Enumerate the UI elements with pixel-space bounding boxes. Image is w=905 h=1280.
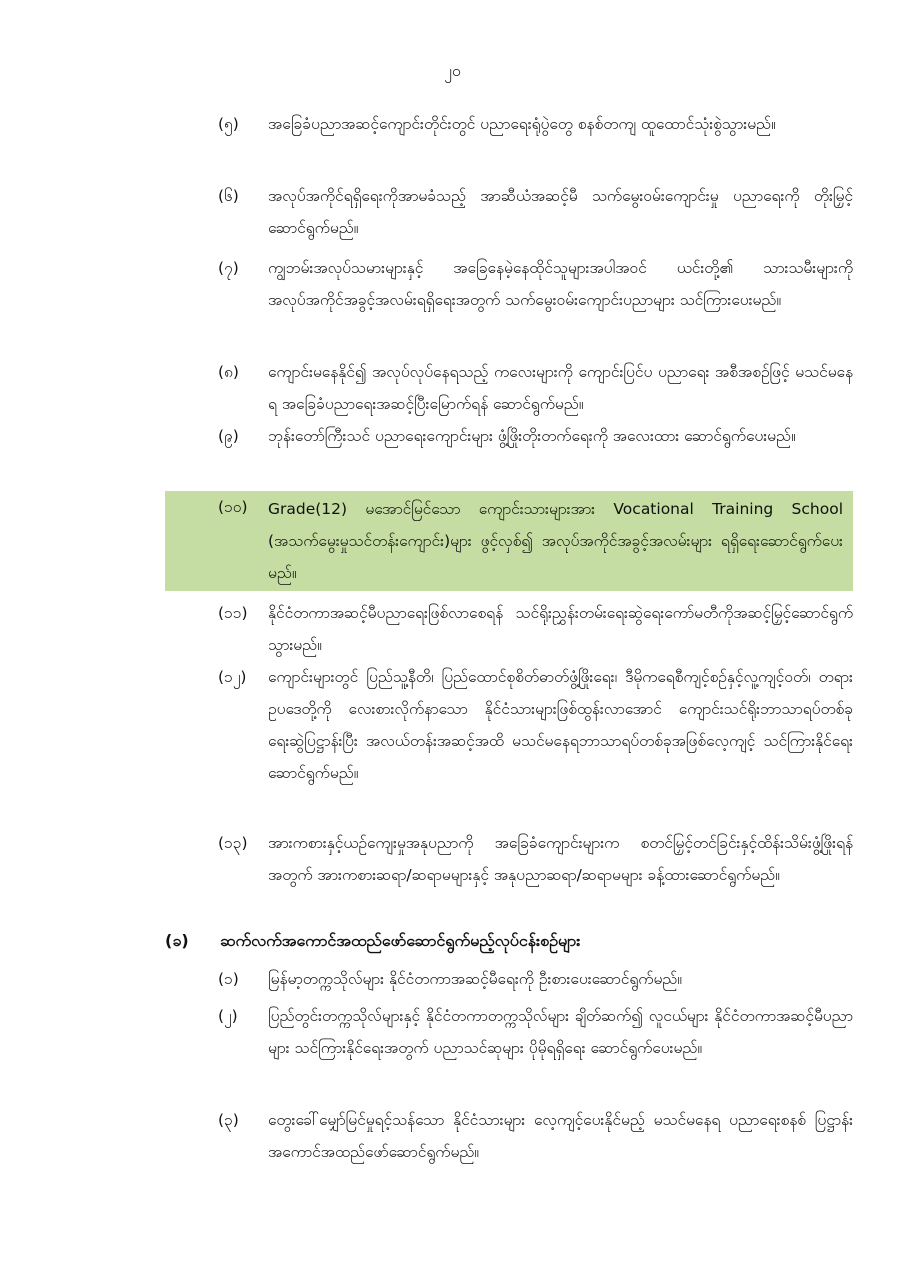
list-item xyxy=(0,827,905,891)
list-item xyxy=(0,356,905,420)
section-heading xyxy=(0,925,905,957)
item-number: (၂) xyxy=(218,1007,238,1025)
item-number: (၅) xyxy=(218,115,239,133)
item-number: (၁၃) xyxy=(218,834,248,852)
item-number: (၁၀) xyxy=(218,498,248,516)
item-text: နိုင်ငံတကာအဆင့်မီပညာရေးဖြစ်လာစေရန် သင်ရိုးညွှန်းတမ်းရေးဆွဲရေးကော်မတီကိုအဆင့်မြှင့်ဆောင်ရွက်သွားမည်။ xyxy=(268,604,853,654)
item-text: အခြေခံပညာအဆင့်ကျောင်းတိုင်းတွင် ပညာရေးရုံပွဲတွေ စနစ်တကျ ထူထောင်သုံးစွဲသွားမည်။ xyxy=(268,115,776,133)
list-item xyxy=(0,252,905,316)
list-item xyxy=(0,180,905,244)
section-number: (ခ) xyxy=(165,931,189,950)
item-text: Grade(12) မအောင်မြင်သော ကျောင်းသားများအား Vocational Training School (အသက်မွေးမှုသင်တန်းကျောင်း)များ ဖွင့်လှစ်၍ အလုပ်အကိုင်အခွင့်အလမ်းများ ရရှိရေးဆောင်ရွက်ပေးမည်။ xyxy=(268,500,843,582)
item-text: ကျွဘမ်းအလုပ်သမားများနှင့် အခြေနေမဲ့နေထိုင်သူများအပါအဝင် ယင်းတို့၏ သားသမီးများကို အလုပ်အကိုင်အခွင့်အလမ်းရရှိရေးအတွက် သက်မွေးဝမ်းကျောင်းပညာများ သင်ကြားပေးမည်။ xyxy=(268,259,853,309)
item-number: (၁) xyxy=(218,970,239,988)
item-text: အားကစားနှင့်ယဉ်ကျေးမှုအနုပညာကို အခြေခံကျောင်းများက စတင်မြှင့်တင်ခြင်းနှင့်ထိန်းသိမ်းဖွံ့ဖြိုးရန်အတွက် အားကစားဆရာ/ဆရာမများနှင့် အနုပညာဆရာ/ဆရာမများ ခန့်ထားဆောင်ရွက်မည်။ xyxy=(268,834,853,884)
item-text: ပြည်တွင်းတက္ကသိုလ်များနှင့် နိုင်ငံတကာတက္ကသိုလ်များ ချိတ်ဆက်၍ လူငယ်များ နိုင်ငံတကာအဆင့်မီပညာများ သင်ကြားနိုင်ရေးအတွက် ပညာသင်ဆုများ ပိုမိုရရှိရေး ဆောင်ရွက်ပေးမည်။ xyxy=(268,1007,853,1057)
list-item xyxy=(0,108,905,140)
list-item xyxy=(0,597,905,661)
item-text: ကျောင်းများတွင် ပြည်သူ့နီတိ၊ ပြည်ထောင်စုစိတ်ဓာတ်ဖွံ့ဖြိုးရေး၊ ဒီမိုကရေစီကျင့်စဉ်နှင့်လူ့ကျင့်ဝတ်၊ တရားဥပဒေတို့ကို လေးစားလိုက်နာသော နိုင်ငံသားများဖြစ်ထွန်းလာအောင် ကျောင်းသင်ရိုးဘာသာရပ်တစ်ခုရေးဆွဲပြဋ္ဌာန်းပြီး အလယ်တန်းအဆင့်အထိ မသင်မနေရဘာသာရပ်တစ်ခုအဖြစ်လေ့ကျင့် သင်ကြားနိုင်ရေးဆောင်ရွက်မည်။ xyxy=(268,668,853,782)
page-number: ၂၀ xyxy=(444,61,461,80)
list-item xyxy=(0,1104,905,1168)
item-number: (၈) xyxy=(218,363,239,381)
section-title: ဆက်လက်အကောင်အထည်ဖော်ဆောင်ရွက်မည့်လုပ်ငန်းစဉ်များ xyxy=(220,931,581,950)
item-text: ဘုန်းတော်ကြီးသင် ပညာရေးကျောင်းများ ဖွံ့ဖြိုးတိုးတက်ရေးကို အလေးထား ဆောင်ရွက်ပေးမည်။ xyxy=(268,427,796,445)
list-item xyxy=(0,1000,905,1064)
item-number: (၉) xyxy=(218,427,239,445)
item-number: (၇) xyxy=(218,259,239,277)
item-number: (၁၁) xyxy=(218,604,248,622)
item-text: တွေးခေါ်မျှော်မြင်မှုရင့်သန်သော နိုင်ငံသားများ လေ့ကျင့်ပေးနိုင်မည့် မသင်မနေရ ပညာရေးစနစ် ပြဋ္ဌာန်းအကောင်အထည်ဖော်ဆောင်ရွက်မည်။ xyxy=(268,1111,853,1161)
item-number: (၆) xyxy=(218,187,239,205)
highlighted-list-item xyxy=(165,491,853,591)
list-item xyxy=(0,661,905,789)
item-text: အလုပ်အကိုင်ရရှိရေးကိုအာမခံသည့် အာဆီယံအဆင့်မီ သက်မွေးဝမ်းကျောင်းမှု ပညာရေးကို တိုးမြှင့် ဆောင်ရွက်မည်။ xyxy=(268,187,853,237)
item-text: မြန်မာ့တက္ကသိုလ်များ နိုင်ငံတကာအဆင့်မီရေးကို ဦးစားပေးဆောင်ရွက်မည်။ xyxy=(268,970,682,988)
item-text: ကျောင်းမနေနိုင်၍ အလုပ်လုပ်နေရသည့် ကလေးများကို ကျောင်းပြင်ပ ပညာရေး အစီအစဉ်ဖြင့် မသင်မနေရ အခြေခံပညာရေးအဆင့်ပြီးမြောက်ရန် ဆောင်ရွက်မည်။ xyxy=(268,363,853,413)
list-item xyxy=(0,420,905,452)
item-number: (၃) xyxy=(218,1111,239,1129)
list-item xyxy=(0,963,905,995)
item-number: (၁၂) xyxy=(218,668,247,686)
